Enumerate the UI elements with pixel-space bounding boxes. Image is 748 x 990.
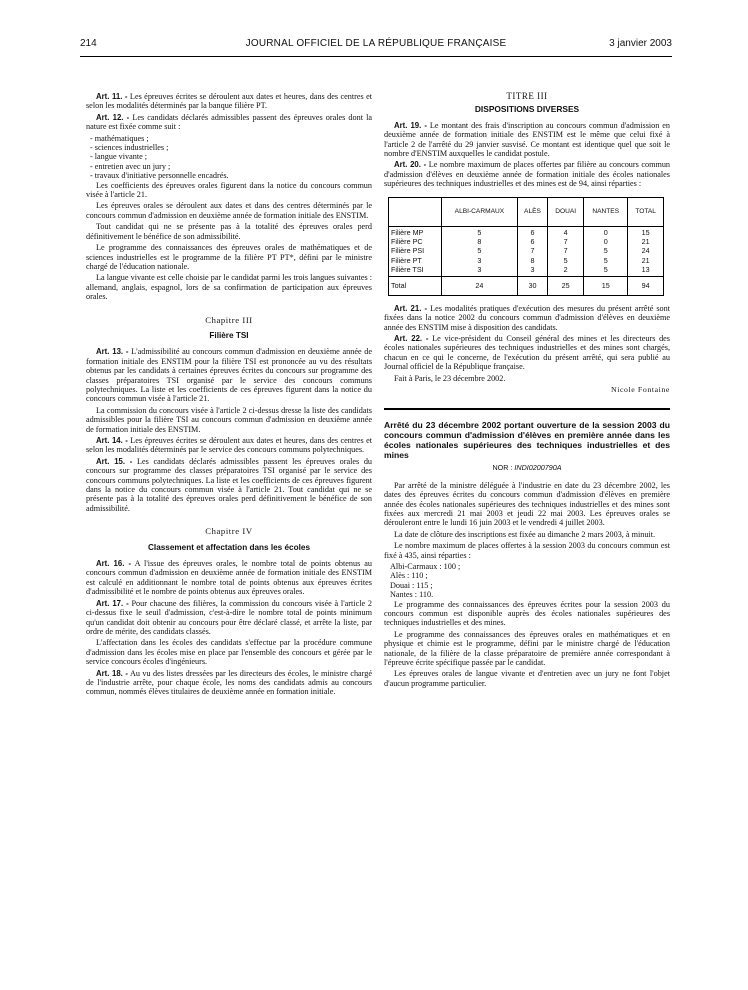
paragraph: Le nombre maximum de places offertes à la session 2003 du concours commun est fixé à 435, ainsi réparties : [384,541,670,560]
paragraph: Le programme des connaissances des épreuves écrites pour la session 2003 du concours commun est disponible auprès des écoles nationales supérieures des techniques industrielles et des mines. [384,599,670,628]
total-label: Total [389,276,442,295]
header-rule [80,56,672,57]
chapter-title: Classement et affectation dans les écoles [148,542,310,552]
list-item: Nantes : 110. [390,590,434,600]
paragraph: Les épreuves orales de langue vivante et d'entretien avec un jury ne font l'objet d'aucun programme particulier. [384,669,670,688]
table-header: ALBI-CARMAUX [442,197,518,226]
list-item: Douai : 115 ; [390,580,433,590]
table-cell: 4 7 7 5 2 [548,226,584,276]
article-15: Art. 15. - Les candidats déclarés admissibles passent les épreuves orales du concours sur programme des classes préparatoires TSI organisé par le service des concours communs polytechniques. La liste et les coefficients de ces épreuves figurent dans la notice du concours commun visée à l'article 21. Tout candidat qui ne se présente pas à la totalité des épreuves orales perd définitivement le bénéfice de son admissibilité. [86,456,373,513]
table-cell: 15 [584,276,628,295]
page-number: 214 [80,38,97,49]
table-header-row [389,197,664,226]
section-divider [384,408,670,410]
table-header: DOUAI [548,197,584,226]
list-item: - travaux d'initiative personnelle encadrés. [90,171,229,181]
arrete-title: Arrêté du 23 décembre 2002 portant ouverture de la session 2003 du concours commun d'admission d'élèves en première année dans les écoles nationales supérieures des techniques industrielles et des mines [384,420,670,461]
list-item: Alès : 110 ; [390,571,428,581]
table-row [389,226,664,276]
left-column [86,92,372,699]
paragraph: La commission du concours visée à l'article 2 ci-dessus dresse la liste des candidats admissibles pour la filière TSI au concours commun d'admission en deuxième année de formation initiale des ENSTIM. [86,405,372,434]
table-cell: 5 8 5 3 3 [442,226,518,276]
table-total-row [389,276,664,295]
article-18: Art. 18. - Au vu des listes dressées par les directeurs des écoles, le ministre chargé de l'industrie arrête, pour chaque école, les noms des candidats admis au concours commun, nommés élèves titulaires de deuxième année en formation initiale. [86,668,372,697]
title-subheading: DISPOSITIONS DIVERSES [474,104,580,115]
table-cell: 24 [442,276,518,295]
list-item: Albi-Carmaux : 100 ; [390,562,461,571]
table-header [389,197,442,226]
table-header: TOTAL [628,197,664,226]
places-table [388,197,664,296]
chapter-heading: Chapitre IV [205,526,253,537]
table-cell: 30 [517,276,547,295]
article-21: Art. 21. - Les modalités pratiques d'exécution des mesures du présent arrêté sont fixées dans la notice 2002 du concours commun d'admission d'élèves en deuxième année des ENSTIM mise à disposition des candidats. [384,303,670,332]
article-14: Art. 14. - Les épreuves écrites se déroulent aux dates et heures, dans des centres et selon les modalités déterminés par le service des concours communs polytechniques. [86,436,372,455]
paragraph: La date de clôture des inscriptions est fixée au dimanche 2 mars 2003, à minuit. [394,529,656,539]
table-cell: 15 21 24 21 13 [628,226,664,276]
article-13: Art. 13. - L'admissibilité au concours commun d'admission en deuxième année de formation initiale des ENSTIM pour la filière TSI est prononcée au vu des résultats obtenus par les candidats à certaines épreuves écrites du concours sur programme des classes préparatoires TSI organisé par le service des concours communs polytechniques. La liste et les coefficients de ces épreuves figurent dans la notice du concours commun visée à l'article 21. [86,347,372,404]
paragraph: La langue vivante est celle choisie par le candidat parmi les trois langues suivantes : allemand, anglais, espagnol, lors de sa confirmation de participation aux épreuves orales. [86,273,372,302]
journal-title: JOURNAL OFFICIEL DE LA RÉPUBLIQUE FRANÇAISE [245,38,507,49]
list-item: - mathématiques ; [90,133,149,143]
table-cell: 25 [548,276,584,295]
table-header: NANTES [584,197,628,226]
chapter-heading: Chapitre III [205,314,253,325]
article-19: Art. 19. - Le montant des frais d'inscription au concours commun d'admission en deuxième année de formation initiale des ENSTIM est le même que celui fixé à l'article 2 de l'arrêté du 29 janvier susvisé. Ce montant est identique quel que soit le nombre d'ENSTIM auxquelles le candidat postule. [384,120,670,159]
nor-reference: NOR : INDI0200790A [492,463,562,473]
table-cell: 0 0 5 5 5 [584,226,628,276]
title-heading: TITRE III [506,91,548,101]
paragraph: Le programme des connaissances des épreuves orales en mathématiques et en physique et chimie est le programme, défini par le ministre chargé de l'éducation nationale, de la filière de la classe préparatoire de première année correspondant à l'épreuve écrite spécifique passée par le candidat. [384,629,670,668]
article-17: Art. 17. - Pour chacune des filières, la commission du concours visée à l'article 2 ci-dessus fixe le seuil d'admission, c'est-à-dire le nombre total de points minimum qu'un candidat doit obtenir au concours pour être déclaré classé, et arrête la liste, par ordre de mérite, des candidats classés. [86,598,372,636]
list-item: - langue vivante ; [90,152,148,162]
paragraph: L'affectation dans les écoles des candidats s'effectue par la procédure commune d'admission dans les écoles mise en place par l'ensemble des concours et gérée par le service concours écoles d'ingénieurs. [86,638,372,667]
right-column [384,92,670,690]
article-20: Art. 20. - Le nombre maximum de places offertes par filière au concours commun d'admission d'élèves en deuxième année de formation initiale des écoles nationales supérieures des techniques industrielles et des mines est de 94, ainsi réparties : [384,160,671,189]
paragraph: Par arrêté de la ministre déléguée à l'industrie en date du 23 décembre 2002, les dates des épreuves écrites du concours commun d'admission d'élèves en première année des écoles nationales supérieures des techniques industrielles et des mines sont fixées aux mercredi 21 mai 2003 et jeudi 22 mai 2003. Les épreuves orales se dérouleront entre le lundi 16 juin 2003 et le vendredi 4 juillet 2003. [384,480,670,528]
chapter-title: Filière TSI [209,330,249,340]
table-cell: 94 [628,276,664,295]
article-22: Art. 22. - Le vice-président du Conseil général des mines et les directeurs des écoles nationales supérieures des techniques industrielles et des mines sont chargés, chacun en ce qui le concerne, de l'exécution du présent arrêté, qui sera publié au Journal officiel de la République française. [384,333,670,372]
table-header: ALÈS [517,197,547,226]
list-item: - sciences industrielles ; [90,143,169,153]
list-item: - entretien avec un jury ; [90,161,171,171]
page-header [80,38,672,54]
paragraph: Les épreuves orales se déroulent aux dates et dans des centres déterminés par le concours commun d'admission en deuxième année de formation initiale des ENSTIM. [86,201,372,220]
table-cell: 6 6 7 8 3 [517,226,547,276]
paragraph: Les coefficients des épreuves orales figurent dans la notice du concours commun visée à l'article 21. [86,180,372,200]
article-16: Art. 16. - A l'issue des épreuves orales, le nombre total de points obtenus au concours commun d'admission en deuxième année de formation initiale des ENSTIM est calculé en additionnant le nombre total de points obtenus aux épreuves écrites d'admissibilité et le nombre de points obtenus aux épreuves orales. [86,559,373,597]
paragraph: Le programme des connaissances des épreuves orales de mathématiques et de sciences industrielles est le programme de la filière PT PT*, défini par le ministre chargé de l'éducation nationale. [86,243,372,271]
article-12: Art. 12. - Les candidats déclarés admissibles passent des épreuves orales dont la nature est fixée comme suit : [86,112,372,132]
paragraph: Tout candidat qui ne se présente pas à la totalité des épreuves orales perd définitivement le bénéfice de son admissibilité. [86,222,372,241]
issue-date: 3 janvier 2003 [609,38,672,49]
signature: Nicole Fontaine [610,384,670,394]
article-11: Art. 11. - Les épreuves écrites se déroulent aux dates et heures, dans des centres et selon les modalités déterminés par la banque filière PT. [86,92,372,111]
place-date: Fait à Paris, le 23 décembre 2002. [394,373,506,383]
row-labels: Filière MP Filière PC Filière PSI Filière PT Filière TSI [389,226,442,276]
